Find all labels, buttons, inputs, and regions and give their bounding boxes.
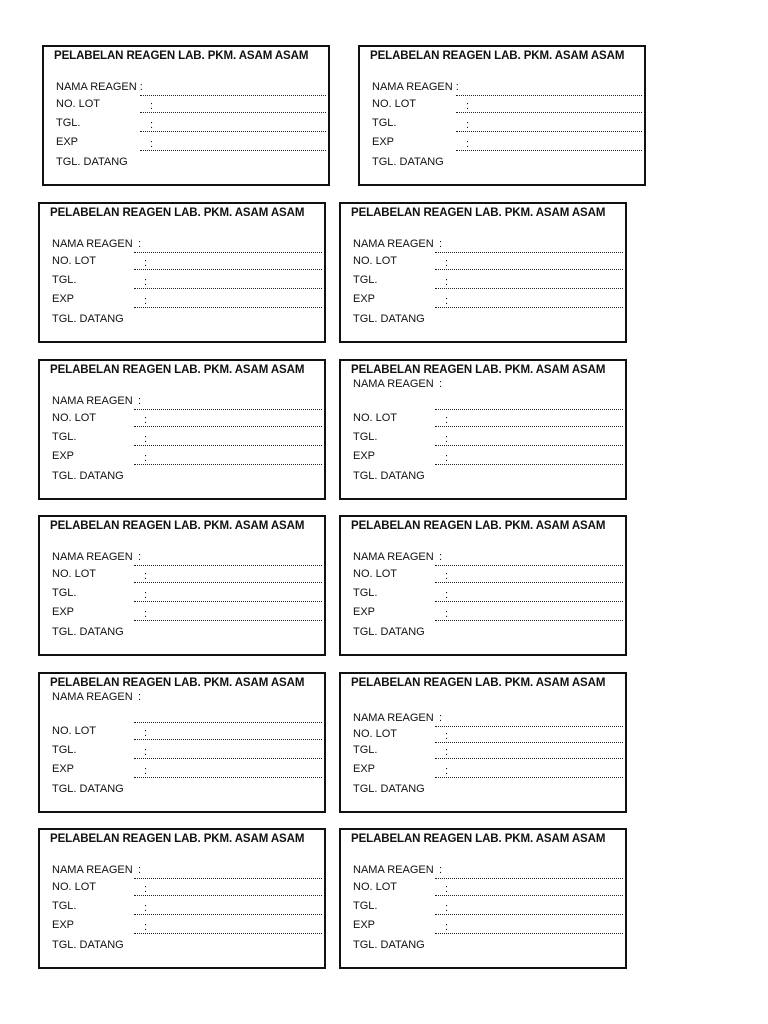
- field-label: TGL. DATANG: [353, 626, 425, 638]
- field-fill-line[interactable]: [134, 269, 322, 270]
- field-fill-line[interactable]: [435, 777, 623, 778]
- field-label: EXP: [372, 136, 395, 148]
- field-label: NAMA REAGEN: [52, 395, 133, 407]
- field-colon: :: [150, 138, 154, 150]
- field-label: TGL.: [353, 431, 378, 443]
- field-label: TGL.: [353, 587, 378, 599]
- field-colon: :: [144, 295, 148, 307]
- field-label: NO. LOT: [353, 568, 398, 580]
- field-colon: :: [144, 883, 148, 895]
- field-fill-line[interactable]: [134, 895, 322, 896]
- label-title: PELABELAN REAGEN LAB. PKM. ASAM ASAM: [50, 833, 305, 845]
- reagent-label-card: [339, 515, 627, 656]
- reagent-label-card: [339, 828, 627, 969]
- field-label: EXP: [52, 606, 75, 618]
- field-label: NO. LOT: [52, 255, 97, 267]
- field-colon: :: [445, 414, 449, 426]
- field-label: NO. LOT: [56, 98, 101, 110]
- field-colon: :: [138, 551, 142, 563]
- field-fill-line[interactable]: [435, 445, 623, 446]
- reagent-label-card: [339, 359, 627, 500]
- reagent-label-card: [38, 359, 326, 500]
- field-colon: :: [445, 883, 449, 895]
- field-fill-line[interactable]: [435, 933, 623, 934]
- field-fill-line[interactable]: [134, 565, 322, 566]
- field-colon: :: [144, 589, 148, 601]
- field-colon: :: [439, 712, 443, 724]
- field-label: TGL. DATANG: [52, 783, 124, 795]
- field-colon: :: [445, 921, 449, 933]
- field-label: TGL. DATANG: [52, 939, 124, 951]
- field-colon: :: [445, 746, 449, 758]
- field-fill-line[interactable]: [134, 777, 322, 778]
- field-fill-line[interactable]: [134, 252, 322, 253]
- field-colon: :: [144, 608, 148, 620]
- field-colon: :: [138, 395, 142, 407]
- field-colon: :: [445, 452, 449, 464]
- field-label: EXP: [353, 450, 376, 462]
- field-fill-line[interactable]: [435, 914, 623, 915]
- field-label: TGL. DATANG: [52, 470, 124, 482]
- field-label: NAMA REAGEN :: [56, 81, 143, 93]
- field-fill-line[interactable]: [134, 307, 322, 308]
- field-colon: :: [144, 452, 148, 464]
- field-fill-line[interactable]: [435, 582, 623, 583]
- label-title: PELABELAN REAGEN LAB. PKM. ASAM ASAM: [351, 833, 606, 845]
- label-title: PELABELAN REAGEN LAB. PKM. ASAM ASAM: [50, 520, 305, 532]
- label-title: PELABELAN REAGEN LAB. PKM. ASAM ASAM: [370, 50, 625, 62]
- field-label: NAMA REAGEN: [52, 551, 133, 563]
- field-label: TGL. DATANG: [56, 156, 128, 168]
- reagent-label-card: [339, 672, 627, 813]
- field-label: EXP: [353, 919, 376, 931]
- field-fill-line[interactable]: [140, 112, 326, 113]
- field-label: TGL.: [52, 274, 77, 286]
- field-label: NAMA REAGEN: [52, 864, 133, 876]
- field-colon: :: [445, 257, 449, 269]
- field-fill-line[interactable]: [435, 464, 623, 465]
- field-label: TGL.: [372, 117, 397, 129]
- field-fill-line[interactable]: [435, 565, 623, 566]
- field-fill-line[interactable]: [134, 914, 322, 915]
- label-title: PELABELAN REAGEN LAB. PKM. ASAM ASAM: [351, 364, 606, 376]
- field-colon: :: [445, 902, 449, 914]
- field-colon: :: [445, 589, 449, 601]
- field-fill-line[interactable]: [140, 95, 326, 96]
- field-colon: :: [144, 570, 148, 582]
- field-fill-line[interactable]: [435, 288, 623, 289]
- field-label: TGL. DATANG: [353, 783, 425, 795]
- field-label: TGL.: [52, 900, 77, 912]
- field-label: NO. LOT: [353, 881, 398, 893]
- field-colon: :: [466, 138, 470, 150]
- field-colon: :: [466, 100, 470, 112]
- label-title: PELABELAN REAGEN LAB. PKM. ASAM ASAM: [54, 50, 309, 62]
- label-title: PELABELAN REAGEN LAB. PKM. ASAM ASAM: [351, 677, 606, 689]
- field-colon: :: [439, 378, 443, 390]
- field-label: NO. LOT: [52, 881, 97, 893]
- field-label: EXP: [353, 606, 376, 618]
- field-colon: :: [439, 864, 443, 876]
- label-title: PELABELAN REAGEN LAB. PKM. ASAM ASAM: [351, 207, 606, 219]
- field-fill-line[interactable]: [134, 878, 322, 879]
- field-label: TGL. DATANG: [52, 626, 124, 638]
- reagent-label-card: [38, 515, 326, 656]
- field-fill-line[interactable]: [435, 742, 623, 743]
- field-label: TGL. DATANG: [353, 939, 425, 951]
- field-colon: :: [439, 551, 443, 563]
- field-fill-line[interactable]: [140, 131, 326, 132]
- field-fill-line[interactable]: [134, 582, 322, 583]
- field-fill-line[interactable]: [134, 933, 322, 934]
- field-label: TGL.: [353, 274, 378, 286]
- field-fill-line[interactable]: [435, 426, 623, 427]
- reagent-label-card: [38, 672, 326, 813]
- field-label: NO. LOT: [52, 412, 97, 424]
- field-colon: :: [144, 921, 148, 933]
- field-colon: :: [138, 864, 142, 876]
- field-label: EXP: [56, 136, 79, 148]
- field-colon: :: [150, 119, 154, 131]
- field-fill-line[interactable]: [435, 601, 623, 602]
- field-colon: :: [144, 746, 148, 758]
- field-fill-line[interactable]: [134, 409, 322, 410]
- field-label: NAMA REAGEN: [353, 712, 434, 724]
- field-colon: :: [144, 765, 148, 777]
- field-fill-line[interactable]: [435, 269, 623, 270]
- field-label: EXP: [52, 450, 75, 462]
- field-label: EXP: [353, 763, 376, 775]
- field-fill-line[interactable]: [435, 878, 623, 879]
- field-label: TGL.: [56, 117, 81, 129]
- field-label: TGL.: [52, 587, 77, 599]
- field-colon: :: [439, 238, 443, 250]
- field-fill-line[interactable]: [435, 895, 623, 896]
- field-fill-line[interactable]: [140, 150, 326, 151]
- field-label: NO. LOT: [52, 725, 97, 737]
- field-fill-line[interactable]: [435, 409, 623, 410]
- field-label: TGL.: [353, 900, 378, 912]
- field-label: EXP: [52, 763, 75, 775]
- field-fill-line[interactable]: [134, 288, 322, 289]
- field-label: NAMA REAGEN: [353, 551, 434, 563]
- field-label: TGL.: [52, 744, 77, 756]
- label-title: PELABELAN REAGEN LAB. PKM. ASAM ASAM: [50, 207, 305, 219]
- field-label: NAMA REAGEN: [353, 238, 434, 250]
- field-label: EXP: [52, 293, 75, 305]
- field-fill-line[interactable]: [134, 620, 322, 621]
- field-fill-line[interactable]: [134, 445, 322, 446]
- field-label: EXP: [52, 919, 75, 931]
- field-label: NO. LOT: [353, 412, 398, 424]
- label-title: PELABELAN REAGEN LAB. PKM. ASAM ASAM: [50, 677, 305, 689]
- field-fill-line[interactable]: [134, 426, 322, 427]
- label-title: PELABELAN REAGEN LAB. PKM. ASAM ASAM: [50, 364, 305, 376]
- reagent-label-card: [38, 202, 326, 343]
- field-colon: :: [144, 433, 148, 445]
- field-fill-line[interactable]: [456, 112, 642, 113]
- field-fill-line[interactable]: [456, 131, 642, 132]
- field-colon: :: [144, 902, 148, 914]
- field-colon: :: [138, 238, 142, 250]
- field-label: EXP: [353, 293, 376, 305]
- field-colon: :: [445, 295, 449, 307]
- field-label: TGL. DATANG: [372, 156, 444, 168]
- reagent-label-card: [42, 45, 330, 186]
- field-label: NAMA REAGEN :: [372, 81, 459, 93]
- field-label: TGL.: [52, 431, 77, 443]
- field-label: TGL.: [353, 744, 378, 756]
- reagent-label-card: [358, 45, 646, 186]
- field-label: TGL. DATANG: [52, 313, 124, 325]
- field-label: TGL. DATANG: [353, 313, 425, 325]
- field-colon: :: [466, 119, 470, 131]
- field-colon: :: [150, 100, 154, 112]
- field-colon: :: [144, 727, 148, 739]
- field-fill-line[interactable]: [435, 726, 623, 727]
- field-label: NAMA REAGEN: [52, 238, 133, 250]
- field-fill-line[interactable]: [134, 464, 322, 465]
- field-colon: :: [144, 276, 148, 288]
- reagent-label-card: [38, 828, 326, 969]
- field-fill-line[interactable]: [435, 620, 623, 621]
- field-label: NAMA REAGEN: [353, 378, 434, 390]
- reagent-label-card: [339, 202, 627, 343]
- field-fill-line[interactable]: [456, 150, 642, 151]
- label-title: PELABELAN REAGEN LAB. PKM. ASAM ASAM: [351, 520, 606, 532]
- field-colon: :: [445, 276, 449, 288]
- field-fill-line[interactable]: [134, 739, 322, 740]
- field-label: TGL. DATANG: [353, 470, 425, 482]
- field-fill-line[interactable]: [456, 95, 642, 96]
- field-fill-line[interactable]: [134, 722, 322, 723]
- field-colon: :: [144, 257, 148, 269]
- field-label: NO. LOT: [353, 728, 398, 740]
- field-fill-line[interactable]: [435, 758, 623, 759]
- field-label: NO. LOT: [353, 255, 398, 267]
- field-colon: :: [445, 608, 449, 620]
- field-colon: :: [445, 730, 449, 742]
- field-colon: :: [445, 570, 449, 582]
- field-fill-line[interactable]: [435, 307, 623, 308]
- field-fill-line[interactable]: [435, 252, 623, 253]
- field-colon: :: [138, 691, 142, 703]
- field-colon: :: [144, 414, 148, 426]
- field-colon: :: [445, 433, 449, 445]
- field-fill-line[interactable]: [134, 601, 322, 602]
- field-label: NO. LOT: [52, 568, 97, 580]
- field-label: NAMA REAGEN: [353, 864, 434, 876]
- field-colon: :: [445, 765, 449, 777]
- field-fill-line[interactable]: [134, 758, 322, 759]
- field-label: NAMA REAGEN: [52, 691, 133, 703]
- field-label: NO. LOT: [372, 98, 417, 110]
